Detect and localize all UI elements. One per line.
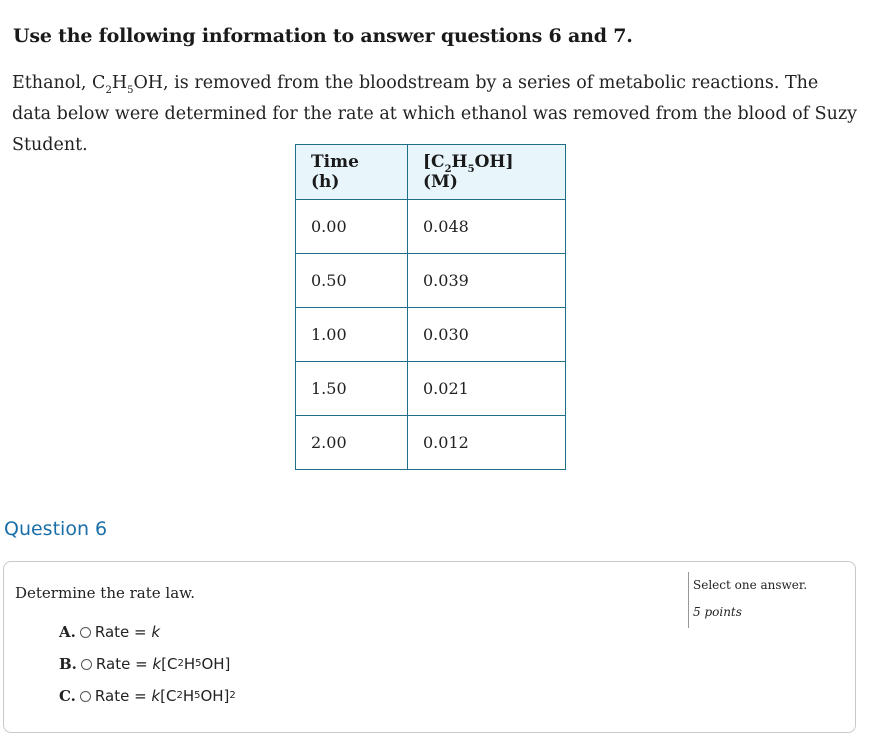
question-card	[3, 561, 856, 733]
option-c-radio[interactable]	[80, 691, 91, 702]
table-row	[296, 254, 566, 308]
option-c-mid: H	[182, 687, 195, 705]
cell-time: 1.50	[296, 362, 408, 416]
table-header-row	[296, 145, 566, 200]
table-row	[296, 362, 566, 416]
header-concentration	[408, 145, 566, 200]
table-row	[296, 416, 566, 470]
intro-text-1: Ethanol, C	[12, 73, 106, 93]
cell-concentration: 0.021	[408, 362, 566, 416]
cell-concentration: 0.030	[408, 308, 566, 362]
header-conc-sub1: 2	[444, 164, 452, 175]
cell-concentration: 0.048	[408, 200, 566, 254]
option-c-letter: C.	[59, 687, 76, 705]
option-a[interactable]	[59, 623, 160, 641]
option-b-post: OH]	[201, 655, 231, 673]
option-b-letter: B.	[59, 655, 77, 673]
header-conc-post: OH] (M)	[423, 152, 514, 192]
question-prompt: Determine the rate law.	[15, 584, 195, 602]
cell-time: 2.00	[296, 416, 408, 470]
cell-concentration: 0.039	[408, 254, 566, 308]
cell-time: 1.00	[296, 308, 408, 362]
intro-subscript-1: 2	[105, 85, 112, 96]
option-c-post: OH]	[200, 687, 230, 705]
option-b[interactable]: B. Rate = k [C 2 H 5 OH]	[59, 655, 231, 673]
cell-time: 0.50	[296, 254, 408, 308]
points-label: 5 points	[693, 605, 742, 619]
option-a-k: k	[151, 623, 161, 641]
table-row	[296, 308, 566, 362]
cell-concentration: 0.012	[408, 416, 566, 470]
question-info-panel	[688, 572, 848, 628]
table-row	[296, 200, 566, 254]
option-a-text: Rate =	[94, 623, 147, 641]
header-conc-sub2: 5	[467, 164, 475, 175]
option-b-radio[interactable]	[81, 659, 92, 670]
page-heading: Use the following information to answer questions 6 and 7.	[13, 25, 633, 47]
option-c-k: k	[151, 687, 161, 705]
intro-text-2: H	[111, 73, 128, 93]
option-a-letter: A.	[59, 623, 76, 641]
option-c[interactable]: C. Rate = k [C 2 H 5 OH] 2	[59, 687, 236, 705]
option-c-pre: [C	[160, 687, 177, 705]
option-a-radio[interactable]	[80, 627, 91, 638]
header-conc-pre: [C	[423, 152, 445, 172]
select-hint: Select one answer.	[693, 578, 808, 592]
option-b-pre: [C	[161, 655, 178, 673]
question-title: Question 6	[4, 518, 108, 540]
option-c-text: Rate =	[94, 687, 147, 705]
header-conc-mid: H	[451, 152, 468, 172]
cell-time: 0.00	[296, 200, 408, 254]
option-b-text: Rate =	[95, 655, 148, 673]
header-time: Time (h)	[296, 145, 408, 200]
option-b-k: k	[152, 655, 162, 673]
option-b-mid: H	[183, 655, 196, 673]
intro-text-3: OH, is removed from the bloodstream by a series of metabolic reactions. The data below were determined for the rate at which ethanol was removed from the blood of Suzy Student.	[12, 73, 863, 155]
ethanol-data-table	[295, 144, 566, 470]
intro-subscript-2: 5	[127, 85, 134, 96]
